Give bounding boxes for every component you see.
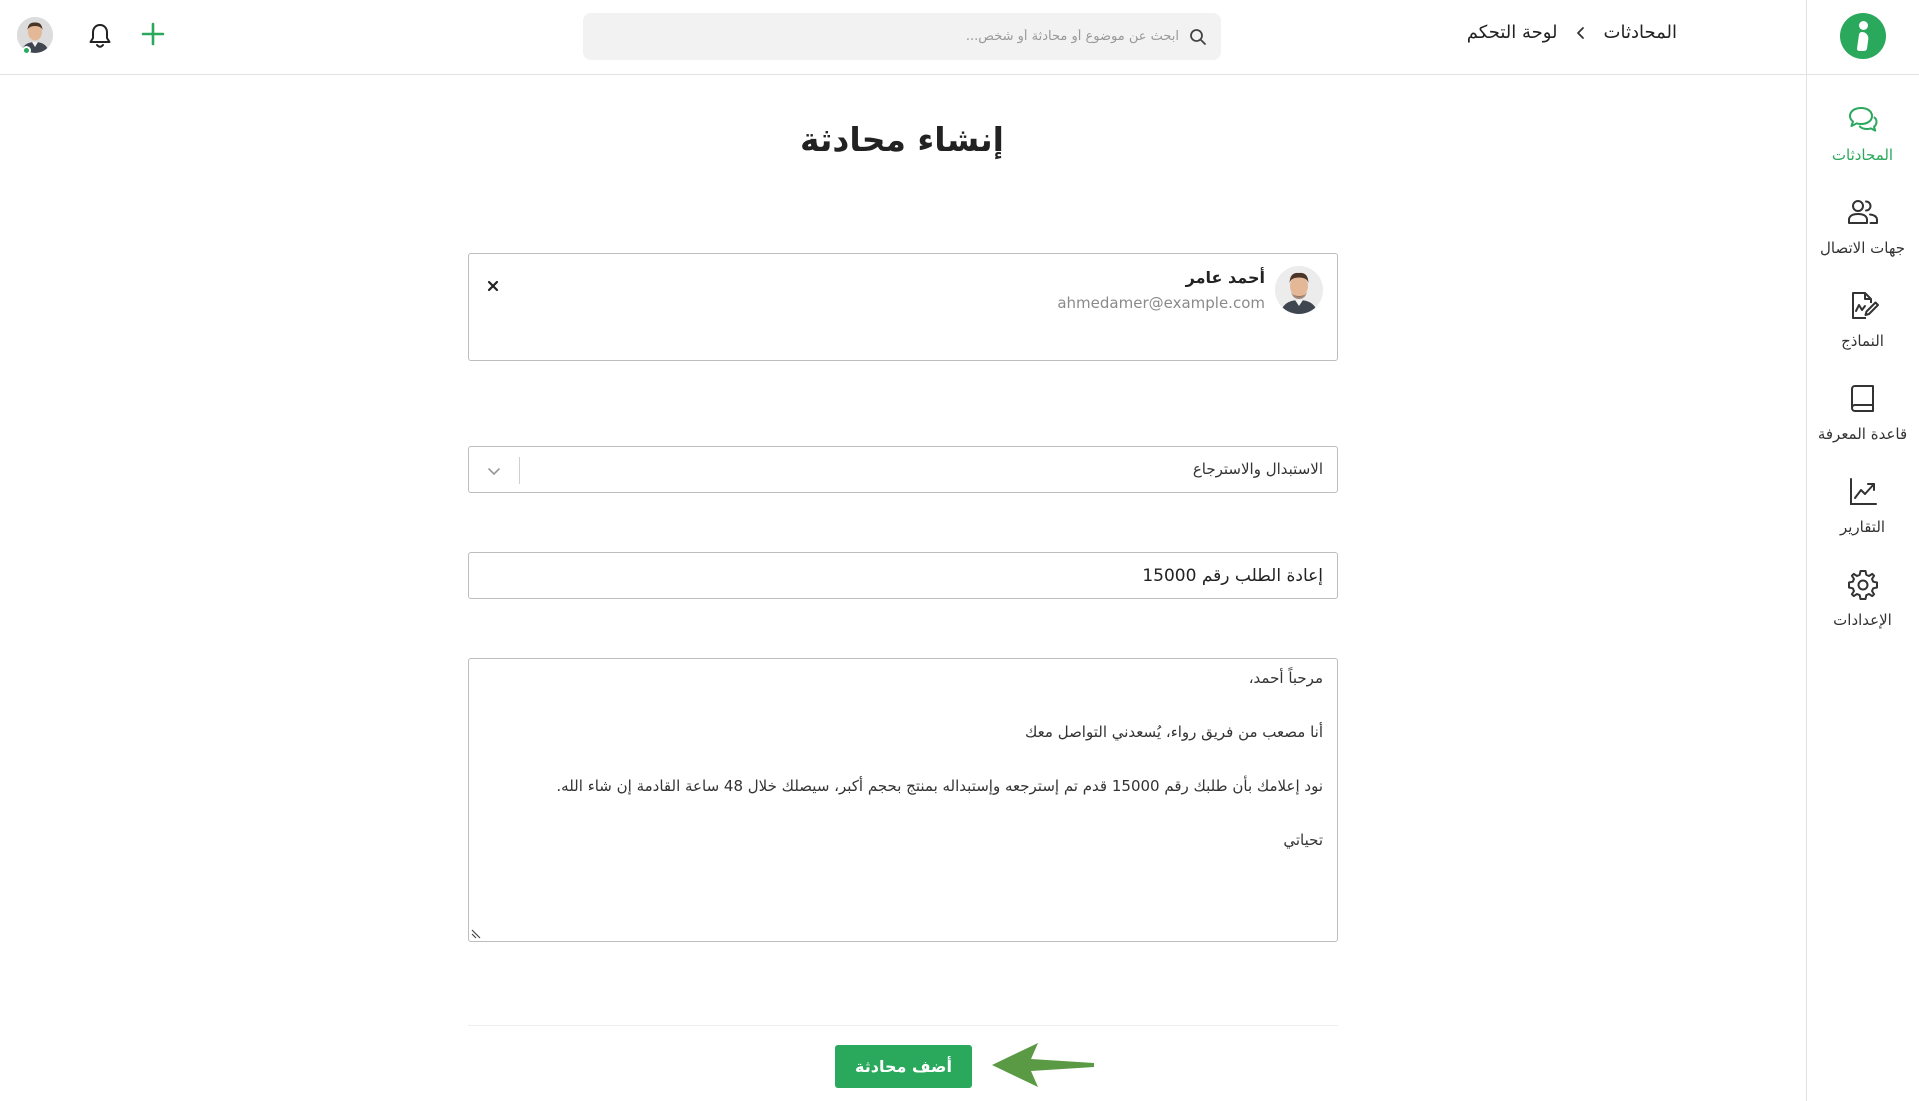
- close-icon[interactable]: [483, 276, 503, 296]
- mailbox-select[interactable]: [468, 446, 1338, 493]
- chat-bubbles-icon: [1846, 103, 1880, 137]
- content-line: أنا مصعب من فريق رواء، يُسعدني التواصل معك: [1025, 723, 1323, 741]
- people-picker[interactable]: [468, 253, 1338, 361]
- content-line: مرحباً أحمد،: [1248, 669, 1323, 687]
- app-logo[interactable]: [1840, 13, 1886, 59]
- person-info: [1057, 268, 1265, 312]
- search-bar: [583, 13, 1221, 60]
- add-conversation-button[interactable]: أضف محادثة: [835, 1045, 972, 1088]
- templates-icon: [1846, 289, 1880, 323]
- arrow-pointer-icon: [990, 1040, 1096, 1090]
- form-footer-divider: [468, 1025, 1338, 1026]
- chevron-left-icon: [1572, 24, 1590, 42]
- contacts-icon: [1846, 196, 1880, 230]
- sidebar-item-reports[interactable]: [1806, 475, 1919, 555]
- search-input[interactable]: [583, 13, 1221, 60]
- mailbox-selected-value: الاستبدال والاسترجاع: [1192, 460, 1323, 478]
- sidebar-item-knowledge-base[interactable]: [1806, 382, 1919, 462]
- plus-icon[interactable]: [140, 21, 166, 47]
- content-line: نود إعلامك بأن طلبك رقم 15000 قدم تم إسترجعه وإستبداله بمنتج بحجم أكبر، سيصلك خلال 48 ساعة القادمة إن شاء الله.: [556, 777, 1323, 795]
- sidebar-item-settings[interactable]: [1806, 568, 1919, 648]
- sidebar-item-contacts[interactable]: [1806, 196, 1919, 276]
- breadcrumb: [1467, 22, 1677, 43]
- online-status-dot: [22, 46, 31, 55]
- top-bar: [0, 0, 1806, 75]
- sidebar-item-label: النماذج: [1841, 332, 1884, 350]
- select-divider: [519, 457, 520, 484]
- sidebar-item-label: جهات الاتصال: [1819, 239, 1906, 257]
- chevron-down-icon[interactable]: [485, 462, 503, 480]
- search-icon: [1189, 28, 1207, 46]
- gear-icon: [1846, 568, 1880, 602]
- sidebar-divider: [1806, 74, 1919, 75]
- resize-grip-icon[interactable]: [471, 927, 483, 939]
- sidebar-item-templates[interactable]: [1806, 289, 1919, 369]
- bell-icon[interactable]: [87, 22, 113, 50]
- person-name: أحمد عامر: [1185, 268, 1265, 287]
- book-icon: [1846, 382, 1880, 416]
- sidebar-item-label: التقارير: [1839, 518, 1886, 536]
- subject-input[interactable]: [468, 552, 1338, 599]
- sidebar-item-label: الإعدادات: [1833, 611, 1892, 629]
- content-textarea[interactable]: [468, 658, 1338, 942]
- info-logo-icon: [1854, 21, 1872, 51]
- person-email: ahmedamer@example.com: [1057, 294, 1265, 312]
- chart-icon: [1846, 475, 1880, 509]
- page-title: إنشاء محادثة: [800, 120, 1004, 159]
- selected-person-chip: [1057, 266, 1323, 314]
- breadcrumb-dashboard[interactable]: لوحة التحكم: [1466, 22, 1558, 43]
- sidebar-item-label: المحادثات: [1831, 146, 1894, 164]
- sidebar-item-label: قاعدة المعرفة: [1817, 425, 1908, 443]
- person-avatar: [1275, 266, 1323, 314]
- person-avatar-image: [1275, 266, 1323, 314]
- content-line: تحياتي: [1283, 831, 1323, 849]
- sidebar-item-conversations[interactable]: [1806, 103, 1919, 183]
- sidebar: [1806, 0, 1919, 1101]
- breadcrumb-conversations[interactable]: المحادثات: [1603, 22, 1677, 43]
